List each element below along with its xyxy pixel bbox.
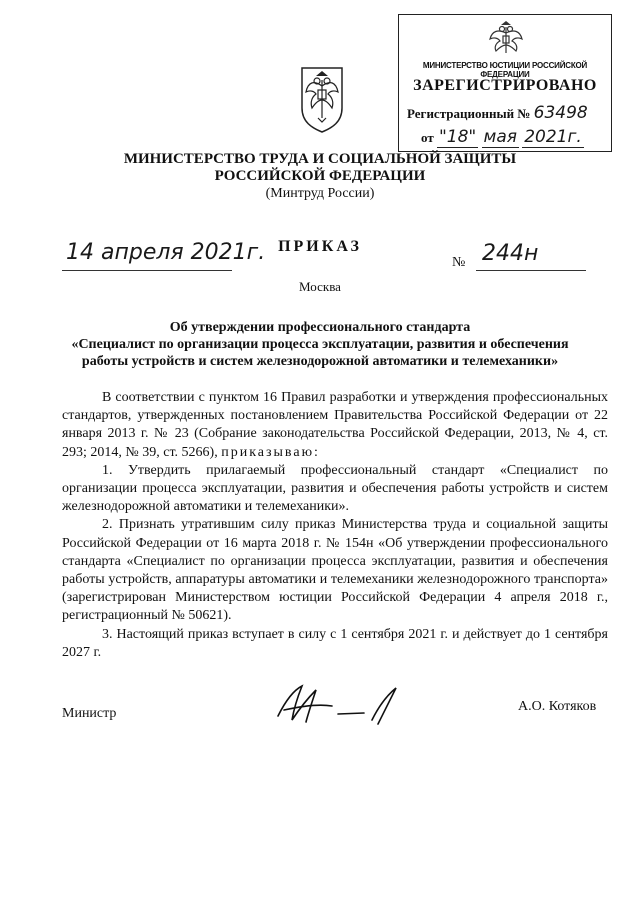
subject-line3: работы устройств и систем железнодорожной автоматики и телемеханики» <box>81 354 559 369</box>
stamp-date-month: мая <box>483 127 517 147</box>
order-body <box>62 389 608 662</box>
order-date-underline <box>62 270 232 271</box>
subject-line1: Об утверждении профессионального стандарта <box>169 320 471 335</box>
order-number-handwritten: 244н <box>482 241 539 266</box>
stamp-reg-label: Регистрационный № <box>407 106 531 121</box>
order-number-underline <box>476 270 586 271</box>
coat-of-arms-icon <box>298 64 346 134</box>
order-subject <box>40 319 600 370</box>
body-paragraph-1: 1. Утвердить прилагаемый профессиональный стандарт «Специалист по организации процесса эксплуатации, развития и обеспечения работы устройств и систем железнодорожной автоматики и телемеханики». <box>62 462 608 515</box>
order-city: Москва <box>299 279 341 294</box>
stamp-date <box>421 127 584 147</box>
signatory-name: А.О. Котяков <box>518 699 597 714</box>
subject-line2: «Специалист по организации процесса эксплуатации, развития и обеспечения <box>71 337 569 352</box>
ministry-title-line2: РОССИЙСКОЙ ФЕДЕРАЦИИ <box>214 168 426 184</box>
preamble-text: В соответствии с пунктом 16 Правил разработки и утверждения профессиональных стандартов, утвержденных постановлением Правительства Российской Федерации от 22 января 2013 г. № 23 (Собрание законодательства Российской Федерации, 2013, № 4, ст. 293; 2014, № 39, ст. 5266), <box>62 390 608 460</box>
signatory-title: Министр <box>62 706 117 721</box>
order-title: ПРИКАЗ <box>278 238 362 255</box>
handwritten-signature <box>272 680 412 730</box>
body-paragraph-2: 2. Признать утратившим силу приказ Министерства труда и социальной защиты Российской Федерации от 16 марта 2018 г. № 154н «Об утверждении профессионального стандарта «Специалист по организации процесса эксплуатации, развития и обеспечения работы устройств, аппаратуры автоматики и телемеханики железнодорожного транспорта» (зарегистрирован Министерством юстиции Российской Федерации 4 апреля 2018 г., регистрационный № 50621). <box>62 517 608 624</box>
preamble-order-word: приказываю: <box>221 444 320 460</box>
body-paragraph-preamble <box>62 389 608 462</box>
ministry-title <box>0 151 640 185</box>
ministry-short-name: (Минтруд России) <box>265 186 375 201</box>
order-date-handwritten: 14 апреля 2021г. <box>66 240 266 265</box>
stamp-status: ЗАРЕГИСТРИРОВАНО <box>413 77 597 94</box>
stamp-date-day: "18" <box>438 127 477 147</box>
stamp-registration-number <box>407 103 588 123</box>
stamp-emblem-icon <box>486 19 526 59</box>
stamp-date-year: 2021г. <box>524 127 582 147</box>
stamp-ministry-name: МИНИСТЕРСТВО ЮСТИЦИИ РОССИЙСКОЙ ФЕДЕРАЦИИ <box>422 61 588 79</box>
stamp-reg-number-value: 63498 <box>533 103 588 123</box>
ministry-title-line1: МИНИСТЕРСТВО ТРУДА И СОЦИАЛЬНОЙ ЗАЩИТЫ <box>123 151 517 167</box>
body-paragraph-3: 3. Настоящий приказ вступает в силу с 1 сентября 2021 г. и действует до 1 сентября 2027 г. <box>62 626 608 660</box>
registration-stamp <box>398 14 612 152</box>
stamp-date-prefix: от <box>421 130 434 145</box>
order-number-label: № <box>452 255 466 270</box>
